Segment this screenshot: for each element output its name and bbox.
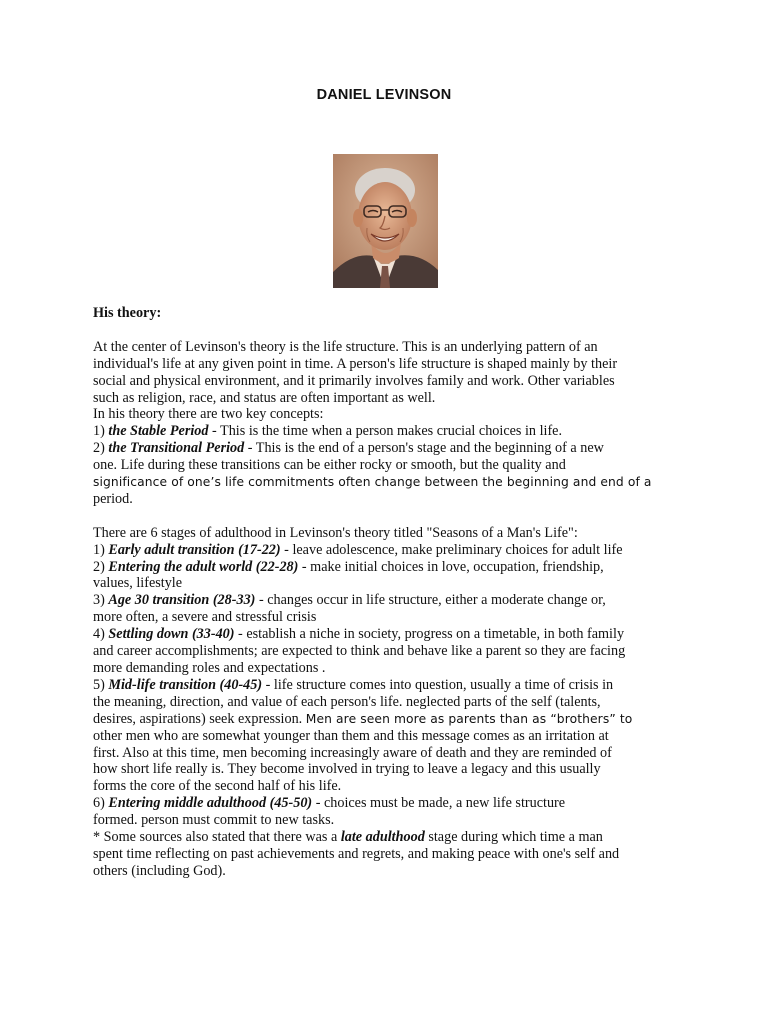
portrait-illustration: [333, 154, 438, 288]
concept-text: - This is the end of a person's stage and the beginning of a new: [244, 440, 604, 457]
intro-line: In his theory there are two key concepts:: [93, 406, 324, 423]
stage-text: - establish a niche in society, progress on a timetable, in both family: [234, 626, 625, 643]
document-body: [93, 305, 683, 880]
stage-number: 6): [93, 795, 109, 812]
concept-text: - This is the time when a person makes crucial choices in life.: [208, 423, 563, 440]
stage-text: - make initial choices in love, occupation, friendship,: [298, 558, 604, 575]
footnote-text: others (including God).: [93, 862, 226, 879]
stage-text: - life structure comes into question, usually a time of crisis in: [262, 676, 614, 693]
stage-item: [93, 677, 683, 694]
concept-item: [93, 423, 683, 440]
stage-text: more often, a severe and stressful crisis: [93, 609, 317, 626]
stage-item: [93, 542, 683, 559]
stage-text: first. Also at this time, men becoming increasingly aware of death and they are reminded of: [93, 744, 612, 761]
stage-term: Early adult transition (17-22): [108, 541, 281, 558]
stage-item: [93, 559, 683, 576]
stage-text: formed. person must commit to new tasks.: [93, 812, 335, 829]
stage-text: - choices must be made, a new life structure: [312, 795, 566, 812]
footnote-text: spent time reflecting on past achievements and regrets, and making peace with one's self and: [93, 845, 620, 862]
intro-line: individual's life at any given point in time. A person's life structure is shaped mainly by their: [93, 355, 618, 372]
stage-term: Settling down (33-40): [108, 626, 235, 643]
concept-term: the Transitional Period: [108, 440, 245, 457]
stage-number: 2): [93, 558, 109, 575]
stage-text: more demanding roles and expectations .: [93, 660, 326, 676]
stage-text: and career accomplishments; are expected to think and behave like a parent so they are facing: [93, 643, 626, 660]
stage-term: Entering middle adulthood (45-50): [108, 795, 313, 812]
stage-text: - changes occur in life structure, either a moderate change or,: [255, 592, 606, 609]
stage-number: 4): [93, 626, 109, 643]
stage-text-mixed: [93, 711, 683, 728]
footnote: [93, 829, 683, 846]
stages-intro: There are 6 stages of adulthood in Levinson's theory titled "Seasons of a Man's Life":: [93, 524, 578, 541]
stage-term: Entering the adult world (22-28): [108, 558, 299, 575]
stage-text: forms the core of the second half of his life.: [93, 778, 342, 795]
concept-text: one. Life during these transitions can be either rocky or smooth, but the quality and: [93, 457, 566, 474]
stage-text: values, lifestyle: [93, 575, 183, 592]
intro-line: such as religion, race, and status are often important as well.: [93, 389, 436, 406]
page-title: DANIEL LEVINSON: [316, 87, 452, 103]
concept-term: the Stable Period: [108, 423, 209, 440]
footnote-term: late adulthood: [340, 829, 425, 846]
portrait-photo: [333, 154, 438, 288]
stage-number: 1): [93, 541, 109, 558]
stage-number: 5): [93, 676, 109, 693]
intro-paragraph: [93, 339, 683, 508]
stage-term: Mid-life transition (40-45): [108, 676, 263, 693]
stage-item: [93, 795, 683, 812]
concept-text: significance of one’s life commitments often change between the beginning and end of a: [93, 475, 652, 490]
stage-number: 3): [93, 592, 109, 609]
concept-number: 1): [93, 423, 109, 440]
section-heading: His theory:: [93, 305, 162, 321]
intro-line: At the center of Levinson's theory is the life structure. This is an underlying pattern of an: [93, 338, 598, 355]
stage-text: - leave adolescence, make preliminary choices for adult life: [280, 541, 623, 558]
concept-number: 2): [93, 440, 109, 457]
concept-text: period.: [93, 490, 133, 507]
stages-paragraph: [93, 525, 683, 880]
footnote-text: stage during which time a man: [424, 829, 603, 846]
stage-item: [93, 626, 683, 643]
stage-text: other men who are somewhat younger than them and this message comes as an irritation at: [93, 727, 609, 744]
stage-term: Age 30 transition (28-33): [108, 592, 256, 609]
footnote-text: * Some sources also stated that there was a: [93, 829, 341, 846]
stage-text: desires, aspirations) seek expression.: [93, 710, 306, 727]
stage-text: the meaning, direction, and value of each person's life. neglected parts of the self (talents,: [93, 693, 601, 710]
stage-text: Men are seen more as parents than as “brothers” to: [305, 711, 633, 726]
stage-text: how short life really is. They become involved in trying to leave a legacy and this usually: [93, 761, 601, 778]
concept-item: [93, 440, 683, 457]
stage-item: [93, 592, 683, 609]
intro-line: social and physical environment, and it primarily involves family and work. Other variables: [93, 372, 615, 389]
paragraph-spacer: [93, 508, 683, 525]
